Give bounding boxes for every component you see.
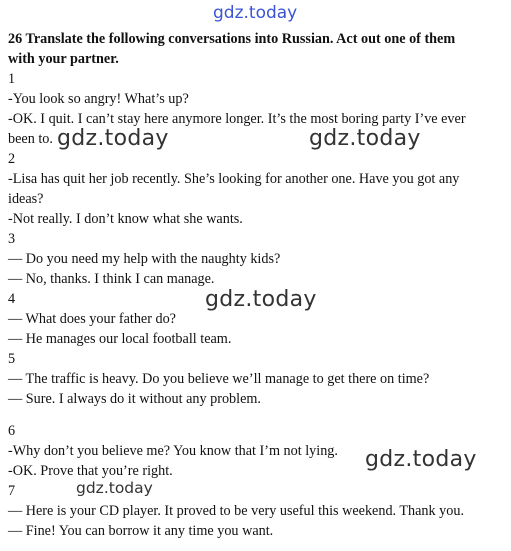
conversation-7-line-1: — Here is your CD player. It proved to be very useful this weekend. Thank you.: [8, 503, 464, 519]
conversation-2-line-1: -Lisa has quit her job recently. She’s looking for another one. Have you got any: [8, 171, 460, 187]
conversation-3-line-1: — Do you need my help with the naughty kids?: [8, 251, 281, 267]
conversation-5-number: 5: [8, 351, 16, 367]
watermark-center: gdz.today: [205, 287, 317, 312]
conversation-1-number: 1: [8, 71, 16, 87]
conversation-5-line-2: — Sure. I always do it without any problem.: [8, 391, 261, 407]
conversation-7-number: 7: [8, 483, 16, 499]
exercise-heading-line-1: 26 Translate the following conversations into Russian. Act out one of them: [8, 31, 456, 47]
watermark-left-1: gdz.today: [57, 126, 169, 151]
conversation-6-line-2: -OK. Prove that you’re right.: [8, 463, 173, 479]
conversation-7-line-2: — Fine! You can borrow it any time you want.: [8, 523, 274, 539]
conversation-1-line-3: been to.: [8, 131, 53, 147]
watermark-left-2: gdz.today: [76, 479, 153, 497]
conversation-4-number: 4: [8, 291, 16, 307]
conversation-6-line-1: -Why don’t you believe me? You know that I’m not lying.: [8, 443, 338, 459]
conversation-4-line-1: — What does your father do?: [8, 311, 176, 327]
conversation-4-line-2: — He manages our local football team.: [8, 331, 232, 347]
conversation-3-number: 3: [8, 231, 16, 247]
watermark-right-1: gdz.today: [309, 126, 421, 151]
conversation-6-number: 6: [8, 423, 16, 439]
watermark-top: gdz.today: [213, 3, 298, 23]
conversation-2-line-2: ideas?: [8, 191, 44, 207]
watermark-right-2: gdz.today: [365, 447, 477, 472]
conversation-3-line-2: — No, thanks. I think I can manage.: [8, 271, 215, 287]
conversation-2-line-3: -Not really. I don’t know what she wants.: [8, 211, 243, 227]
conversation-2-number: 2: [8, 151, 16, 167]
conversation-1-line-2: -OK. I quit. I can’t stay here anymore longer. It’s the most boring party I’ve ever: [8, 111, 466, 127]
conversation-5-line-1: — The traffic is heavy. Do you believe we’ll manage to get there on time?: [8, 371, 430, 387]
exercise-heading-line-2: with your partner.: [8, 51, 119, 67]
conversation-1-line-1: -You look so angry! What’s up?: [8, 91, 189, 107]
